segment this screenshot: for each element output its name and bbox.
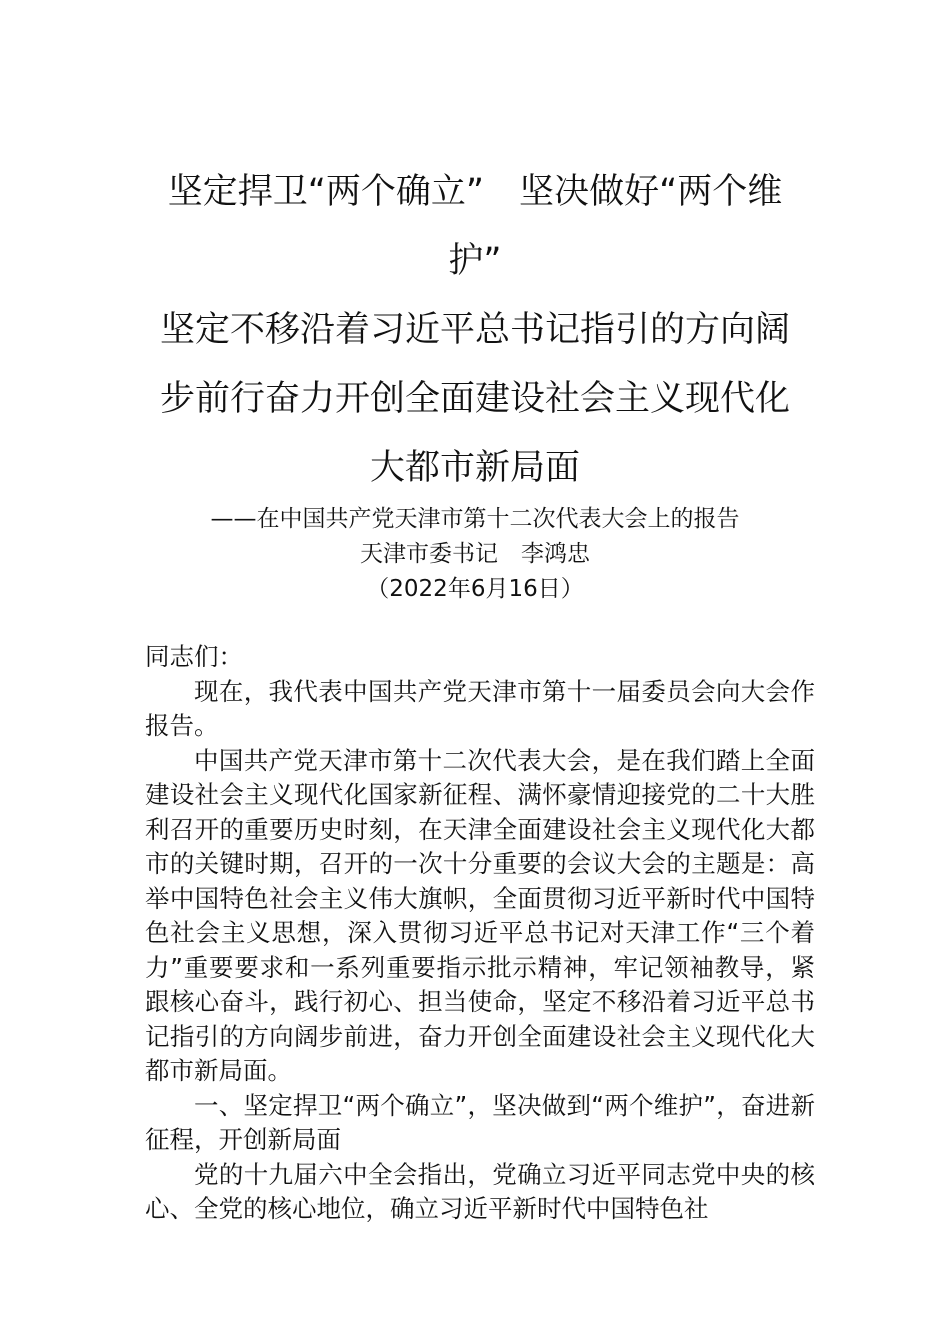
report-byline: [130, 502, 820, 607]
body-paragraph: 党的十九届六中全会指出，党确立习近平同志党中央的核心、全党的核心地位，确立习近平新时代中国特色社: [145, 1159, 815, 1223]
body-paragraph: 中国共产党天津市第十二次代表大会，是在我们踏上全面建设社会主义现代化国家新征程、满怀豪情迎接党的二十大胜利召开的重要历史时刻，在天津全面建设社会主义现代化大都市的关键时期，召开的一次十分重要的会议大会的主题是：高举中国特色社会主义伟大旗帜，全面贯彻习近平新时代中国特色社会主义思想，深入贯彻习近平总书记对天津工作“三个着力”重要要求和一系列重要指示批示精神，牢记领袖教导，紧跟核心奋斗，践行初心、担当使命，坚定不移沿着习近平总书记指引的方向阔步前进，奋力开创全面建设社会主义现代化大都市新局面。: [145, 745, 815, 1085]
title-line: 坚定不移沿着习近平总书记指引的方向阔: [159, 310, 790, 350]
report-subtitle: ——在中国共产党天津市第十二次代表大会上的报告: [210, 506, 740, 532]
title-line: 坚定捍卫“两个确立” 坚决做好“两个维: [167, 172, 783, 212]
report-body: [145, 640, 815, 1227]
report-author: 天津市委书记 李鸿忠: [360, 541, 590, 567]
body-paragraph: 现在，我代表中国共产党天津市第十一届委员会向大会作报告。: [145, 676, 815, 740]
section-heading: 一、坚定捍卫“两个确立”，坚决做到“两个维护”，奋进新征程，开创新局面: [145, 1090, 815, 1154]
document-title: [130, 158, 820, 503]
title-line: 大都市新局面: [369, 448, 580, 488]
title-line: 护”: [448, 241, 502, 281]
report-date: （2022年6月16日）: [366, 576, 584, 602]
title-line: 步前行奋力开创全面建设社会主义现代化: [159, 379, 790, 419]
salutation: 同志们：: [145, 642, 243, 671]
